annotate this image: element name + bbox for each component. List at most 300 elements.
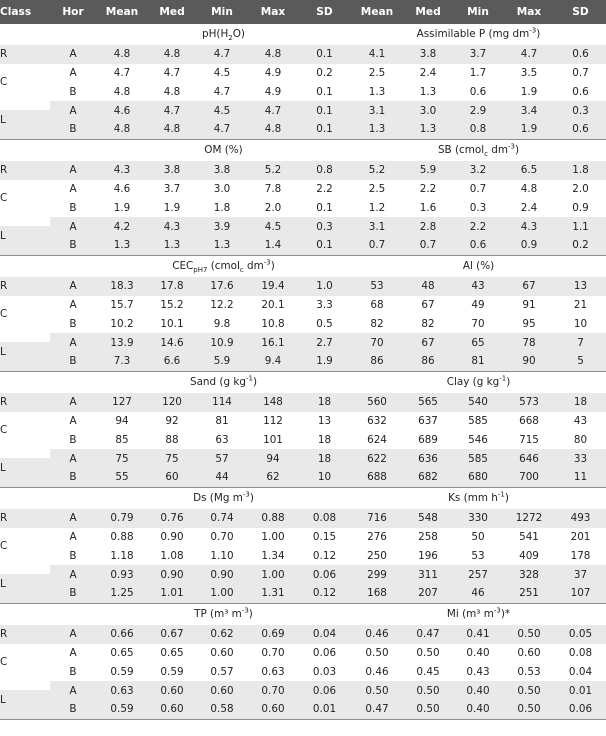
- value-cell: 68: [351, 296, 403, 315]
- variable-label-sup: -1: [245, 374, 253, 383]
- value-cell: 6.6: [148, 352, 196, 371]
- value-cell: 168: [351, 584, 403, 603]
- variable-label-text: Clay (g kg: [446, 376, 500, 389]
- value-cell: 0.50: [503, 700, 555, 719]
- variable-label-after2: ): [248, 608, 253, 621]
- table-row: [0, 45, 606, 64]
- section-header-spacer: [0, 603, 96, 625]
- value-cell: 0.7: [555, 64, 606, 83]
- variable-label-right: [351, 603, 606, 625]
- value-cell: 1.3: [351, 83, 403, 102]
- horizon-cell: A: [50, 412, 96, 431]
- horizon-cell: B: [50, 315, 96, 334]
- horizon-cell: B: [50, 431, 96, 450]
- value-cell: 0.06: [298, 644, 351, 663]
- col-header-mean-left: Mean: [96, 0, 148, 24]
- value-cell: 53: [453, 547, 503, 566]
- col-header-med-right: Med: [403, 0, 453, 24]
- value-cell: 4.9: [248, 64, 298, 83]
- table-row: [0, 217, 606, 236]
- variable-label-left: [96, 603, 351, 625]
- value-cell: 3.7: [148, 180, 196, 199]
- value-cell: 2.9: [453, 101, 503, 120]
- value-cell: 18: [298, 431, 351, 450]
- value-cell: 18: [298, 449, 351, 468]
- value-cell: 3.8: [148, 161, 196, 180]
- section-header-spacer: [0, 139, 96, 161]
- variable-label-right: [351, 255, 606, 277]
- horizon-cell: B: [50, 663, 96, 682]
- value-cell: 680: [453, 468, 503, 487]
- value-cell: 546: [453, 431, 503, 450]
- horizon-cell: B: [50, 700, 96, 719]
- variable-label-after: (cmol: [207, 260, 240, 273]
- value-cell: 5.2: [248, 161, 298, 180]
- col-header-max-right: Max: [503, 0, 555, 24]
- class-cell: C: [0, 421, 50, 440]
- value-cell: 585: [453, 412, 503, 431]
- value-cell: 80: [555, 431, 606, 450]
- value-cell: 0.7: [351, 236, 403, 255]
- value-cell: 10: [555, 315, 606, 334]
- value-cell: 276: [351, 528, 403, 547]
- value-cell: 3.0: [196, 180, 248, 199]
- value-cell: 4.8: [148, 83, 196, 102]
- variable-label-after2: )*: [500, 608, 511, 621]
- value-cell: 5.2: [351, 161, 403, 180]
- value-cell: 2.0: [248, 199, 298, 218]
- variable-label-sub: c: [484, 150, 488, 159]
- value-cell: 178: [555, 547, 606, 566]
- value-cell: 2.2: [298, 180, 351, 199]
- value-cell: 0.47: [351, 700, 403, 719]
- value-cell: 0.04: [555, 663, 606, 682]
- value-cell: 0.08: [298, 509, 351, 528]
- value-cell: 0.9: [503, 236, 555, 255]
- value-cell: 0.9: [555, 199, 606, 218]
- table-row: [0, 625, 606, 644]
- value-cell: 5.9: [196, 352, 248, 371]
- value-cell: 0.58: [196, 700, 248, 719]
- variable-label-sub2: c: [239, 266, 244, 275]
- value-cell: 18: [555, 393, 606, 412]
- class-cell: C: [0, 653, 50, 672]
- value-cell: 75: [96, 449, 148, 468]
- value-cell: 13: [555, 277, 606, 296]
- value-cell: 4.5: [196, 101, 248, 120]
- variable-label-left: [96, 487, 351, 509]
- variable-label-text: pH(H: [202, 28, 229, 41]
- value-cell: 4.5: [196, 64, 248, 83]
- value-cell: 4.8: [96, 83, 148, 102]
- value-cell: 92: [148, 412, 196, 431]
- value-cell: 10.1: [148, 315, 196, 334]
- value-cell: 82: [351, 315, 403, 334]
- value-cell: 636: [403, 449, 453, 468]
- value-cell: 311: [403, 565, 453, 584]
- value-cell: 1.8: [196, 199, 248, 218]
- class-cell: R: [0, 393, 50, 412]
- value-cell: 3.8: [196, 161, 248, 180]
- value-cell: 4.8: [503, 180, 555, 199]
- value-cell: 4.7: [503, 45, 555, 64]
- value-cell: 21: [555, 296, 606, 315]
- value-cell: 682: [403, 468, 453, 487]
- value-cell: 0.12: [298, 547, 351, 566]
- value-cell: 0.66: [96, 625, 148, 644]
- value-cell: 112: [248, 412, 298, 431]
- value-cell: 0.67: [148, 625, 196, 644]
- value-cell: 4.5: [248, 217, 298, 236]
- value-cell: 4.8: [96, 45, 148, 64]
- section-header-row: [0, 255, 606, 277]
- value-cell: 82: [403, 315, 453, 334]
- value-cell: 0.88: [96, 528, 148, 547]
- horizon-cell: B: [50, 584, 96, 603]
- value-cell: 1.3: [196, 236, 248, 255]
- table-row: [0, 644, 606, 663]
- value-cell: 0.62: [196, 625, 248, 644]
- horizon-cell: B: [50, 468, 96, 487]
- value-cell: 0.03: [298, 663, 351, 682]
- value-cell: 60: [148, 468, 196, 487]
- value-cell: 55: [96, 468, 148, 487]
- value-cell: 2.2: [453, 217, 503, 236]
- value-cell: 0.1: [298, 83, 351, 102]
- value-cell: 668: [503, 412, 555, 431]
- value-cell: 0.3: [298, 217, 351, 236]
- horizon-cell: A: [50, 644, 96, 663]
- value-cell: 0.74: [196, 509, 248, 528]
- value-cell: 4.8: [148, 45, 196, 64]
- value-cell: 37: [555, 565, 606, 584]
- horizon-cell: A: [50, 565, 96, 584]
- value-cell: 0.45: [403, 663, 453, 682]
- variable-label-sub: pH7: [193, 266, 208, 275]
- class-cell: R: [0, 161, 50, 180]
- table-row: [0, 393, 606, 412]
- value-cell: 0.90: [196, 565, 248, 584]
- class-cell: R: [0, 45, 50, 64]
- section-header-row: [0, 371, 606, 393]
- horizon-cell: A: [50, 449, 96, 468]
- value-cell: 0.08: [555, 644, 606, 663]
- value-cell: 19.4: [248, 277, 298, 296]
- value-cell: 0.60: [148, 681, 196, 700]
- table-row: [0, 277, 606, 296]
- value-cell: 2.5: [351, 64, 403, 83]
- col-header-hor: Hor: [50, 0, 96, 24]
- value-cell: 4.7: [248, 101, 298, 120]
- value-cell: 624: [351, 431, 403, 450]
- horizon-cell: A: [50, 64, 96, 83]
- value-cell: 88: [148, 431, 196, 450]
- value-cell: 0.50: [403, 644, 453, 663]
- variable-label-text: Ks (mm h: [448, 492, 498, 505]
- value-cell: 540: [453, 393, 503, 412]
- value-cell: 0.43: [453, 663, 503, 682]
- value-cell: 0.3: [555, 101, 606, 120]
- value-cell: 43: [555, 412, 606, 431]
- table-row: [0, 509, 606, 528]
- variable-label-text: TP (m³ m: [194, 608, 242, 621]
- table-header: [0, 0, 606, 24]
- variable-label-text: Assimilable P (mg dm: [416, 28, 530, 41]
- value-cell: 1.1: [555, 217, 606, 236]
- horizon-cell: A: [50, 277, 96, 296]
- table-row: [0, 296, 606, 315]
- value-cell: 1.9: [148, 199, 196, 218]
- col-header-min-right: Min: [453, 0, 503, 24]
- horizon-cell: B: [50, 199, 96, 218]
- variable-label-after2: ): [504, 492, 509, 505]
- table-row: [0, 584, 606, 603]
- horizon-cell: A: [50, 45, 96, 64]
- value-cell: 3.8: [403, 45, 453, 64]
- variable-label-after2: ): [514, 144, 520, 157]
- table-row: [0, 236, 606, 255]
- value-cell: 44: [196, 468, 248, 487]
- value-cell: 1.18: [96, 547, 148, 566]
- variable-label-left: [96, 255, 351, 277]
- value-cell: 17.6: [196, 277, 248, 296]
- value-cell: 46: [453, 584, 503, 603]
- value-cell: 0.50: [403, 700, 453, 719]
- value-cell: 0.60: [196, 644, 248, 663]
- table-row: [0, 681, 606, 700]
- value-cell: 1.08: [148, 547, 196, 566]
- section-header-row: [0, 603, 606, 625]
- value-cell: 1.7: [453, 64, 503, 83]
- value-cell: 0.6: [555, 45, 606, 64]
- value-cell: 50: [453, 528, 503, 547]
- value-cell: 3.4: [503, 101, 555, 120]
- horizon-cell: A: [50, 296, 96, 315]
- value-cell: 86: [403, 352, 453, 371]
- value-cell: 688: [351, 468, 403, 487]
- value-cell: 689: [403, 431, 453, 450]
- value-cell: 0.41: [453, 625, 503, 644]
- value-cell: 715: [503, 431, 555, 450]
- header-row: [0, 0, 606, 24]
- value-cell: 0.40: [453, 644, 503, 663]
- table-row: [0, 199, 606, 218]
- variable-label-left: [96, 371, 351, 393]
- value-cell: 2.0: [555, 180, 606, 199]
- value-cell: 1.8: [555, 161, 606, 180]
- horizon-cell: A: [50, 180, 96, 199]
- variable-label-text: OM (%): [204, 144, 243, 157]
- variable-label-after2: ): [536, 28, 541, 41]
- value-cell: 6.5: [503, 161, 555, 180]
- value-cell: 53: [351, 277, 403, 296]
- value-cell: 3.9: [196, 217, 248, 236]
- value-cell: 4.3: [148, 217, 196, 236]
- horizon-cell: B: [50, 236, 96, 255]
- value-cell: 15.7: [96, 296, 148, 315]
- value-cell: 13.9: [96, 333, 148, 352]
- class-cell: C: [0, 305, 50, 324]
- value-cell: 4.8: [248, 45, 298, 64]
- class-cell: L: [0, 342, 50, 361]
- value-cell: 632: [351, 412, 403, 431]
- value-cell: 0.59: [96, 663, 148, 682]
- value-cell: 5.9: [403, 161, 453, 180]
- value-cell: 0.93: [96, 565, 148, 584]
- horizon-cell: B: [50, 120, 96, 139]
- value-cell: 622: [351, 449, 403, 468]
- value-cell: 0.40: [453, 681, 503, 700]
- class-cell: C: [0, 73, 50, 92]
- value-cell: 541: [503, 528, 555, 547]
- value-cell: 573: [503, 393, 555, 412]
- value-cell: 0.04: [298, 625, 351, 644]
- value-cell: 65: [453, 333, 503, 352]
- table-row: [0, 700, 606, 719]
- value-cell: 4.7: [148, 101, 196, 120]
- value-cell: 1.9: [503, 83, 555, 102]
- class-cell: C: [0, 189, 50, 208]
- value-cell: 0.1: [298, 45, 351, 64]
- table-row: [0, 64, 606, 83]
- value-cell: 67: [503, 277, 555, 296]
- value-cell: 646: [503, 449, 555, 468]
- value-cell: 0.5: [298, 315, 351, 334]
- table-row: [0, 83, 606, 102]
- horizon-cell: A: [50, 528, 96, 547]
- value-cell: 0.88: [248, 509, 298, 528]
- value-cell: 0.15: [298, 528, 351, 547]
- value-cell: 207: [403, 584, 453, 603]
- value-cell: 4.3: [96, 161, 148, 180]
- table-row: [0, 161, 606, 180]
- value-cell: 90: [503, 352, 555, 371]
- value-cell: 0.57: [196, 663, 248, 682]
- value-cell: 1.31: [248, 584, 298, 603]
- value-cell: 4.8: [148, 120, 196, 139]
- variable-label-text: SB (cmol: [437, 144, 485, 157]
- value-cell: 67: [403, 296, 453, 315]
- value-cell: 258: [403, 528, 453, 547]
- value-cell: 33: [555, 449, 606, 468]
- value-cell: 9.4: [248, 352, 298, 371]
- value-cell: 4.6: [96, 180, 148, 199]
- value-cell: 10: [298, 468, 351, 487]
- value-cell: 107: [555, 584, 606, 603]
- value-cell: 0.46: [351, 625, 403, 644]
- section-header-row: [0, 24, 606, 45]
- value-cell: 4.8: [248, 120, 298, 139]
- value-cell: 0.01: [555, 681, 606, 700]
- table-row: [0, 120, 606, 139]
- value-cell: 0.60: [503, 644, 555, 663]
- value-cell: 0.8: [298, 161, 351, 180]
- variable-label-after2: ): [270, 260, 275, 273]
- value-cell: 585: [453, 449, 503, 468]
- variable-label-left: [96, 24, 351, 45]
- value-cell: 0.59: [96, 700, 148, 719]
- col-header-max-left: Max: [248, 0, 298, 24]
- horizon-cell: A: [50, 393, 96, 412]
- value-cell: 0.8: [453, 120, 503, 139]
- value-cell: 1.4: [248, 236, 298, 255]
- table-row: [0, 101, 606, 120]
- horizon-cell: A: [50, 161, 96, 180]
- value-cell: 20.1: [248, 296, 298, 315]
- value-cell: 0.50: [403, 681, 453, 700]
- value-cell: 81: [196, 412, 248, 431]
- value-cell: 7.8: [248, 180, 298, 199]
- variable-label-after2: ): [506, 376, 511, 389]
- value-cell: 4.7: [96, 64, 148, 83]
- value-cell: 0.06: [555, 700, 606, 719]
- value-cell: 0.63: [248, 663, 298, 682]
- table-row: [0, 180, 606, 199]
- variable-label-sup: -3: [263, 258, 271, 267]
- value-cell: 0.06: [298, 565, 351, 584]
- value-cell: 4.7: [196, 120, 248, 139]
- value-cell: 2.7: [298, 333, 351, 352]
- value-cell: 4.6: [96, 101, 148, 120]
- value-cell: 1.00: [248, 565, 298, 584]
- value-cell: 548: [403, 509, 453, 528]
- value-cell: 0.50: [351, 681, 403, 700]
- variable-label-text: Al (%): [462, 260, 495, 273]
- variable-label-after: dm: [487, 144, 508, 157]
- value-cell: 565: [403, 393, 453, 412]
- table-row: [0, 412, 606, 431]
- section-header-spacer: [0, 487, 96, 509]
- value-cell: 1.10: [196, 547, 248, 566]
- variable-label-text: Mi (m³ m: [446, 608, 494, 621]
- value-cell: 1.3: [148, 236, 196, 255]
- value-cell: 196: [403, 547, 453, 566]
- horizon-cell: A: [50, 625, 96, 644]
- value-cell: 0.50: [503, 681, 555, 700]
- value-cell: 560: [351, 393, 403, 412]
- value-cell: 2.8: [403, 217, 453, 236]
- value-cell: 0.05: [555, 625, 606, 644]
- col-header-mean-right: Mean: [351, 0, 403, 24]
- value-cell: 1.2: [351, 199, 403, 218]
- class-cell: C: [0, 537, 50, 556]
- value-cell: 3.1: [351, 217, 403, 236]
- value-cell: 0.53: [503, 663, 555, 682]
- value-cell: 48: [403, 277, 453, 296]
- table-body: [0, 24, 606, 719]
- value-cell: 3.3: [298, 296, 351, 315]
- value-cell: 101: [248, 431, 298, 450]
- value-cell: 70: [453, 315, 503, 334]
- value-cell: 4.7: [148, 64, 196, 83]
- value-cell: 0.7: [403, 236, 453, 255]
- value-cell: 10.2: [96, 315, 148, 334]
- class-cell: L: [0, 690, 50, 709]
- class-cell: L: [0, 110, 50, 129]
- horizon-cell: A: [50, 101, 96, 120]
- variable-label-sup: -1: [499, 374, 507, 383]
- value-cell: 0.70: [248, 681, 298, 700]
- value-cell: 78: [503, 333, 555, 352]
- value-cell: 257: [453, 565, 503, 584]
- value-cell: 85: [96, 431, 148, 450]
- value-cell: 0.65: [148, 644, 196, 663]
- variable-label-right: [351, 371, 606, 393]
- variable-label-sup: -1: [497, 490, 505, 499]
- class-cell: R: [0, 625, 50, 644]
- value-cell: 12.2: [196, 296, 248, 315]
- variable-label-after2: ): [249, 492, 254, 505]
